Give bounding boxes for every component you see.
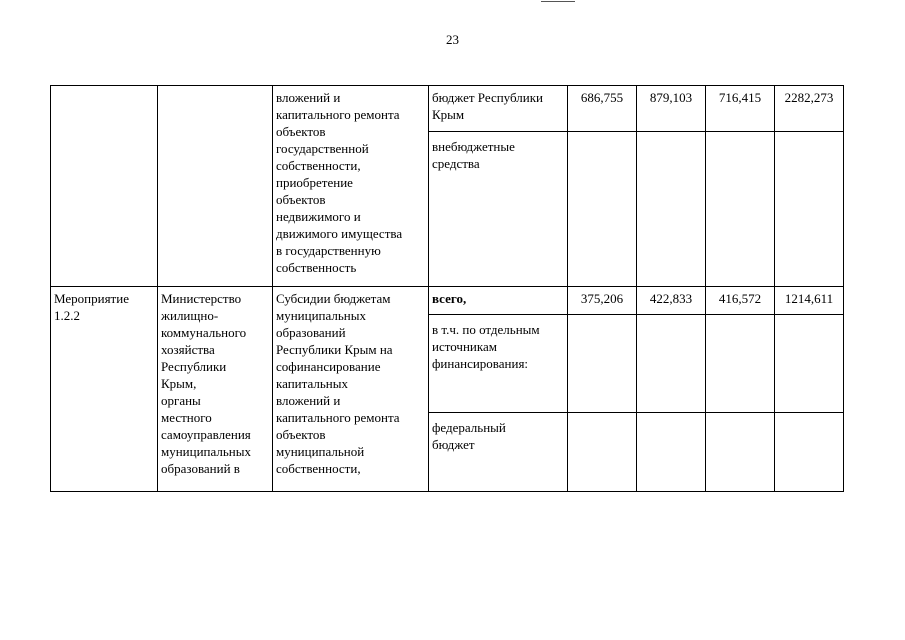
description-cell: Субсидии бюджетам муниципальных образований Республики Крым на софинансирование капитальных вложений и капитального ремонта объектов муниципальной собственности, bbox=[273, 287, 429, 492]
value-cell: 375,206 bbox=[568, 287, 637, 315]
value-cell: 879,103 bbox=[637, 86, 706, 132]
source-label: в т.ч. по отдельным источникам финансирования: bbox=[429, 315, 568, 413]
value-cell: 716,415 bbox=[706, 86, 775, 132]
value-cell bbox=[568, 413, 637, 492]
budget-table bbox=[50, 85, 844, 492]
activity-cell bbox=[51, 86, 158, 287]
value-cell: 2282,273 bbox=[775, 86, 844, 132]
value-cell: 1214,611 bbox=[775, 287, 844, 315]
source-label: внебюджетные средства bbox=[429, 132, 568, 287]
value-cell bbox=[568, 315, 637, 413]
value-cell bbox=[637, 413, 706, 492]
executor-cell: Министерство жилищно- коммунального хозяйства Республики Крым, органы местного самоуправления муниципальных образований в bbox=[158, 287, 273, 492]
value-cell bbox=[706, 413, 775, 492]
value-cell bbox=[775, 413, 844, 492]
source-label: федеральный бюджет bbox=[429, 413, 568, 492]
source-label: бюджет Республики Крым bbox=[429, 86, 568, 132]
table-row bbox=[51, 287, 844, 315]
value-cell bbox=[637, 315, 706, 413]
source-label: всего, bbox=[429, 287, 568, 315]
value-cell: 422,833 bbox=[637, 287, 706, 315]
value-cell: 686,755 bbox=[568, 86, 637, 132]
value-cell bbox=[775, 132, 844, 287]
value-cell bbox=[706, 315, 775, 413]
page-number: 23 bbox=[446, 32, 459, 47]
activity-cell: Мероприятие 1.2.2 bbox=[51, 287, 158, 492]
table-row bbox=[51, 86, 844, 132]
value-cell bbox=[775, 315, 844, 413]
top-scan-mark bbox=[541, 1, 575, 2]
value-cell: 416,572 bbox=[706, 287, 775, 315]
value-cell bbox=[568, 132, 637, 287]
value-cell bbox=[706, 132, 775, 287]
executor-cell bbox=[158, 86, 273, 287]
description-cell: вложений и капитального ремонта объектов государственной собственности, приобретение объектов недвижимого и движимого имущества в государственную собственность bbox=[273, 86, 429, 287]
value-cell bbox=[637, 132, 706, 287]
